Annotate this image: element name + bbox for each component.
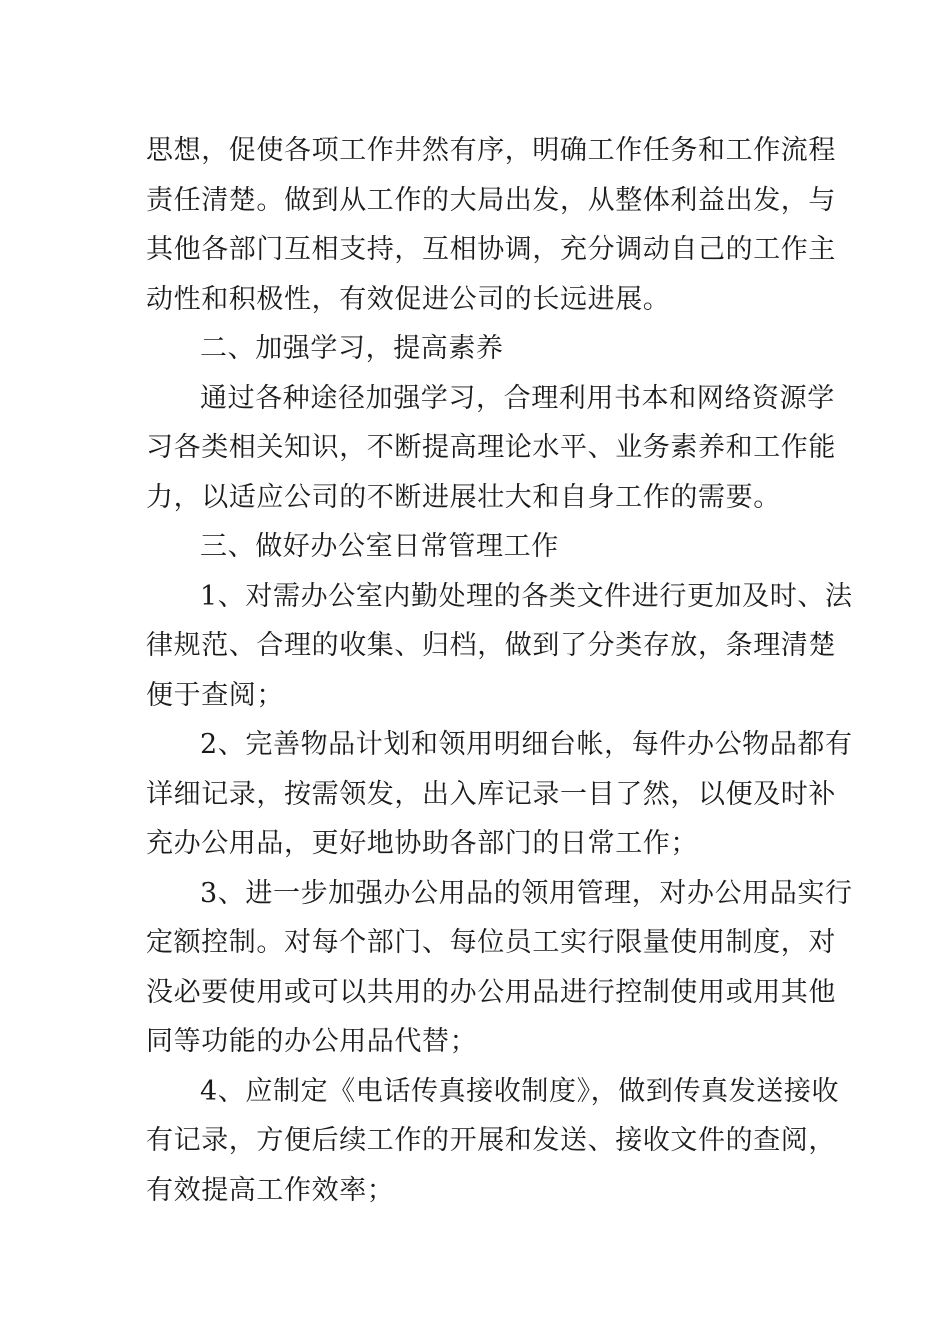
list-item-2: 2、完善物品计划和领用明细台帐，每件办公物品都有 (200, 729, 853, 760)
text-line: 没必要使用或可以共用的办公用品进行控制使用或用其他 (146, 976, 836, 1008)
list-item-1: 1、对需办公室内勤处理的各类文件进行更加及时、法 (200, 580, 853, 612)
text-line: 动性和积极性，有效促进公司的长远进展。 (146, 283, 671, 315)
text-line: 便于查阅； (146, 679, 284, 711)
text-line: 思想，促使各项工作井然有序，明确工作任务和工作流程 (146, 135, 836, 166)
list-item-4: 4、应制定《电话传真接收制度》，做到传真发送接收 (200, 1075, 840, 1107)
text-line: 有效提高工作效率； (146, 1174, 395, 1206)
list-item-3: 3、进一步加强办公用品的领用管理，对办公用品实行 (200, 877, 853, 909)
section-heading-3: 三、做好办公室日常管理工作 (200, 531, 559, 562)
text-line: 通过各种途径加强学习，合理利用书本和网络资源学 (200, 382, 835, 414)
text-line: 充办公用品，更好地协助各部门的日常工作； (146, 828, 698, 859)
text-line: 详细记录，按需领发，出入库记录一目了然，以便及时补 (146, 778, 836, 810)
text-line: 责任清楚。做到从工作的大局出发，从整体利益出发，与 (146, 184, 836, 216)
text-line: 律规范、合理的收集、归档，做到了分类存放，条理清楚 (146, 630, 836, 661)
document-body (146, 126, 853, 1215)
text-line: 定额控制。对每个部门、每位员工实行限量使用制度，对 (146, 927, 836, 958)
text-line: 有记录，方便后续工作的开展和发送、接收文件的查阅， (146, 1125, 836, 1156)
section-heading-2: 二、加强学习，提高素养 (200, 333, 504, 364)
text-line: 习各类相关知识，不断提高理论水平、业务素养和工作能 (146, 432, 836, 463)
text-line: 其他各部门互相支持，互相协调，充分调动自己的工作主 (146, 234, 836, 265)
text-line: 力，以适应公司的不断进展壮大和自身工作的需要。 (146, 481, 781, 513)
text-line: 同等功能的办公用品代替； (146, 1026, 478, 1057)
